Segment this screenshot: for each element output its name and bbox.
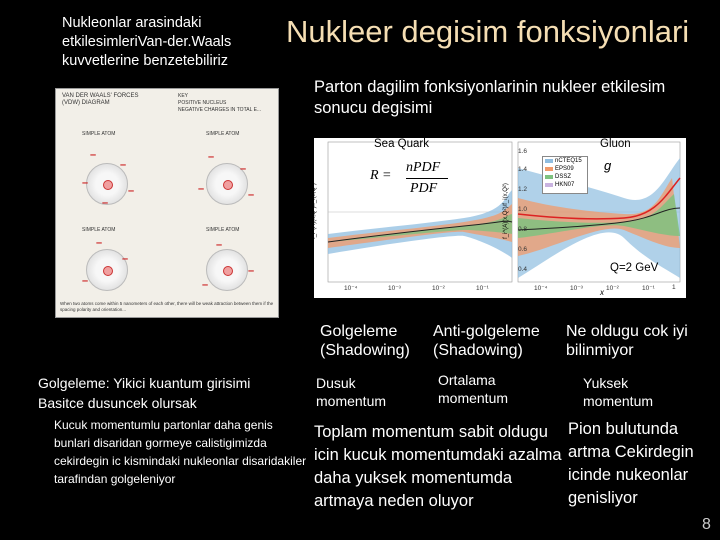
vdw-atom-label: SIMPLE ATOM [82, 131, 116, 137]
vdw-atom-label: SIMPLE ATOM [206, 227, 240, 233]
legend-item [543, 173, 587, 181]
charge-icon: – [90, 149, 97, 161]
charge-icon: – [128, 185, 135, 197]
y-axis-label-left: f_i^(A)(x,Q²)/f_i(x,Q²) [310, 183, 317, 239]
legend-label: DSSZ [555, 174, 572, 180]
x-tick: 10⁻⁴ [344, 285, 358, 292]
formula-numerator: nPDF [406, 160, 441, 175]
anti-shadowing-label: Anti-golgeleme (Shadowing) [433, 323, 540, 359]
vdw-key-title: KEY [178, 93, 189, 99]
x-tick: 10⁻⁴ [534, 285, 548, 292]
charge-icon: – [102, 197, 109, 209]
charge-icon: – [216, 239, 223, 251]
charge-icon: – [208, 151, 215, 163]
vdw-key-item: NEGATIVE CHARGES IN TOTAL E... [178, 107, 262, 113]
vdw-atom-label: SIMPLE ATOM [82, 227, 116, 233]
subtitle: Parton dagilim fonksiyonlarinin nukleer etkilesim sonucu degisimi [314, 78, 666, 117]
charge-icon: – [248, 189, 255, 201]
high-momentum-label: Yuksek momentum [583, 375, 654, 409]
legend-item [543, 157, 587, 165]
charge-icon: – [202, 279, 209, 291]
y-tick: 0.6 [518, 246, 528, 253]
formula-bar [406, 178, 448, 179]
simple-explanation-intro: Basitce dusuncek olursak [38, 395, 197, 411]
g-label: g [604, 158, 612, 173]
mid-momentum-label: Ortalama momentum [438, 372, 509, 406]
x-tick: 10⁻¹ [642, 285, 655, 292]
vdw-header: VAN DER WAALS' FORCES (VDW) DIAGRAM [62, 93, 139, 106]
vdw-atom-label: SIMPLE ATOM [206, 131, 240, 137]
y-tick: 0.4 [518, 266, 528, 273]
x-tick: 1 [672, 284, 676, 291]
x-tick: 10⁻¹ [476, 285, 489, 292]
vdw-diagram-image [55, 88, 279, 318]
sea-quark-label: Sea Quark [374, 138, 429, 150]
x-axis-label: x [600, 288, 604, 297]
y-axis-label-right: f_i^(A)(x,Q²)/f_i(x,Q²) [502, 183, 509, 239]
charge-icon: – [248, 265, 255, 277]
vdw-key [178, 93, 274, 114]
shadowing-explanation: Kucuk momentumlu partonlar daha genis bunlari disaridan gormeye calistigimizda cekirdegin ic kismindaki nukleonlar disaridakiler tarafindan golgeleniyor [54, 418, 307, 486]
page-title: Nukleer degisim fonksiyonlari [286, 14, 690, 49]
y-tick: 1.2 [518, 186, 528, 193]
legend-label: HKN07 [555, 182, 575, 188]
x-tick: 10⁻³ [388, 285, 401, 292]
legend-label: nCTEQ15 [555, 158, 582, 164]
unknown-region-label: Ne oldugu cok iyi bilinmiyor [566, 323, 688, 359]
formula-denominator: PDF [410, 181, 438, 196]
x-tick: 10⁻² [432, 285, 445, 292]
npdf-chart-svg [314, 138, 686, 298]
high-x-explanation: Pion bulutunda artma Cekirdegin icinde nukeonlar genisliyor [568, 420, 694, 507]
y-tick: 1.4 [518, 166, 528, 173]
legend-item [543, 181, 587, 189]
charge-icon: – [82, 177, 89, 189]
atom-icon [206, 249, 248, 291]
charge-icon: – [122, 253, 129, 265]
legend-item [543, 165, 587, 173]
chart-legend [542, 156, 588, 194]
y-tick: 1.0 [518, 206, 528, 213]
charge-icon: – [198, 183, 205, 195]
charge-icon: – [240, 163, 247, 175]
y-tick: 0.8 [518, 226, 528, 233]
charge-icon: – [120, 159, 127, 171]
charge-icon: – [82, 275, 89, 287]
vdw-key-item: POSITIVE NUCLEUS [178, 100, 227, 106]
npdf-chart-image [310, 138, 686, 298]
x-tick: 10⁻² [606, 285, 619, 292]
charge-icon: – [96, 237, 103, 249]
low-momentum-label: Dusuk momentum [316, 375, 387, 409]
legend-label: EPS09 [555, 166, 574, 172]
anti-shadowing-explanation: Toplam momentum sabit oldugu icin kucuk momentumdaki azalma daha yuksek momentumda artmaya neden oluyor [314, 423, 562, 510]
page-number: 8 [702, 516, 711, 533]
shadowing-definition: Golgeleme: Yikici kuantum girisimi [38, 375, 251, 391]
gluon-label: Gluon [600, 138, 631, 150]
vdw-footnote: When two atoms come within 5 nanometers of each other, there will be weak attraction between them if the spacing polarity and orientation... [60, 301, 274, 312]
formula-r: R = [370, 168, 392, 183]
left-heading: Nukleonlar arasindaki etkilesimleriVan-der.Waals kuvvetlerine benzetebiliriz [62, 15, 232, 69]
scale-label: Q=2 GeV [610, 262, 659, 274]
shadowing-label: Golgeleme (Shadowing) [320, 323, 410, 359]
y-tick: 1.6 [518, 148, 528, 155]
x-tick: 10⁻³ [570, 285, 583, 292]
